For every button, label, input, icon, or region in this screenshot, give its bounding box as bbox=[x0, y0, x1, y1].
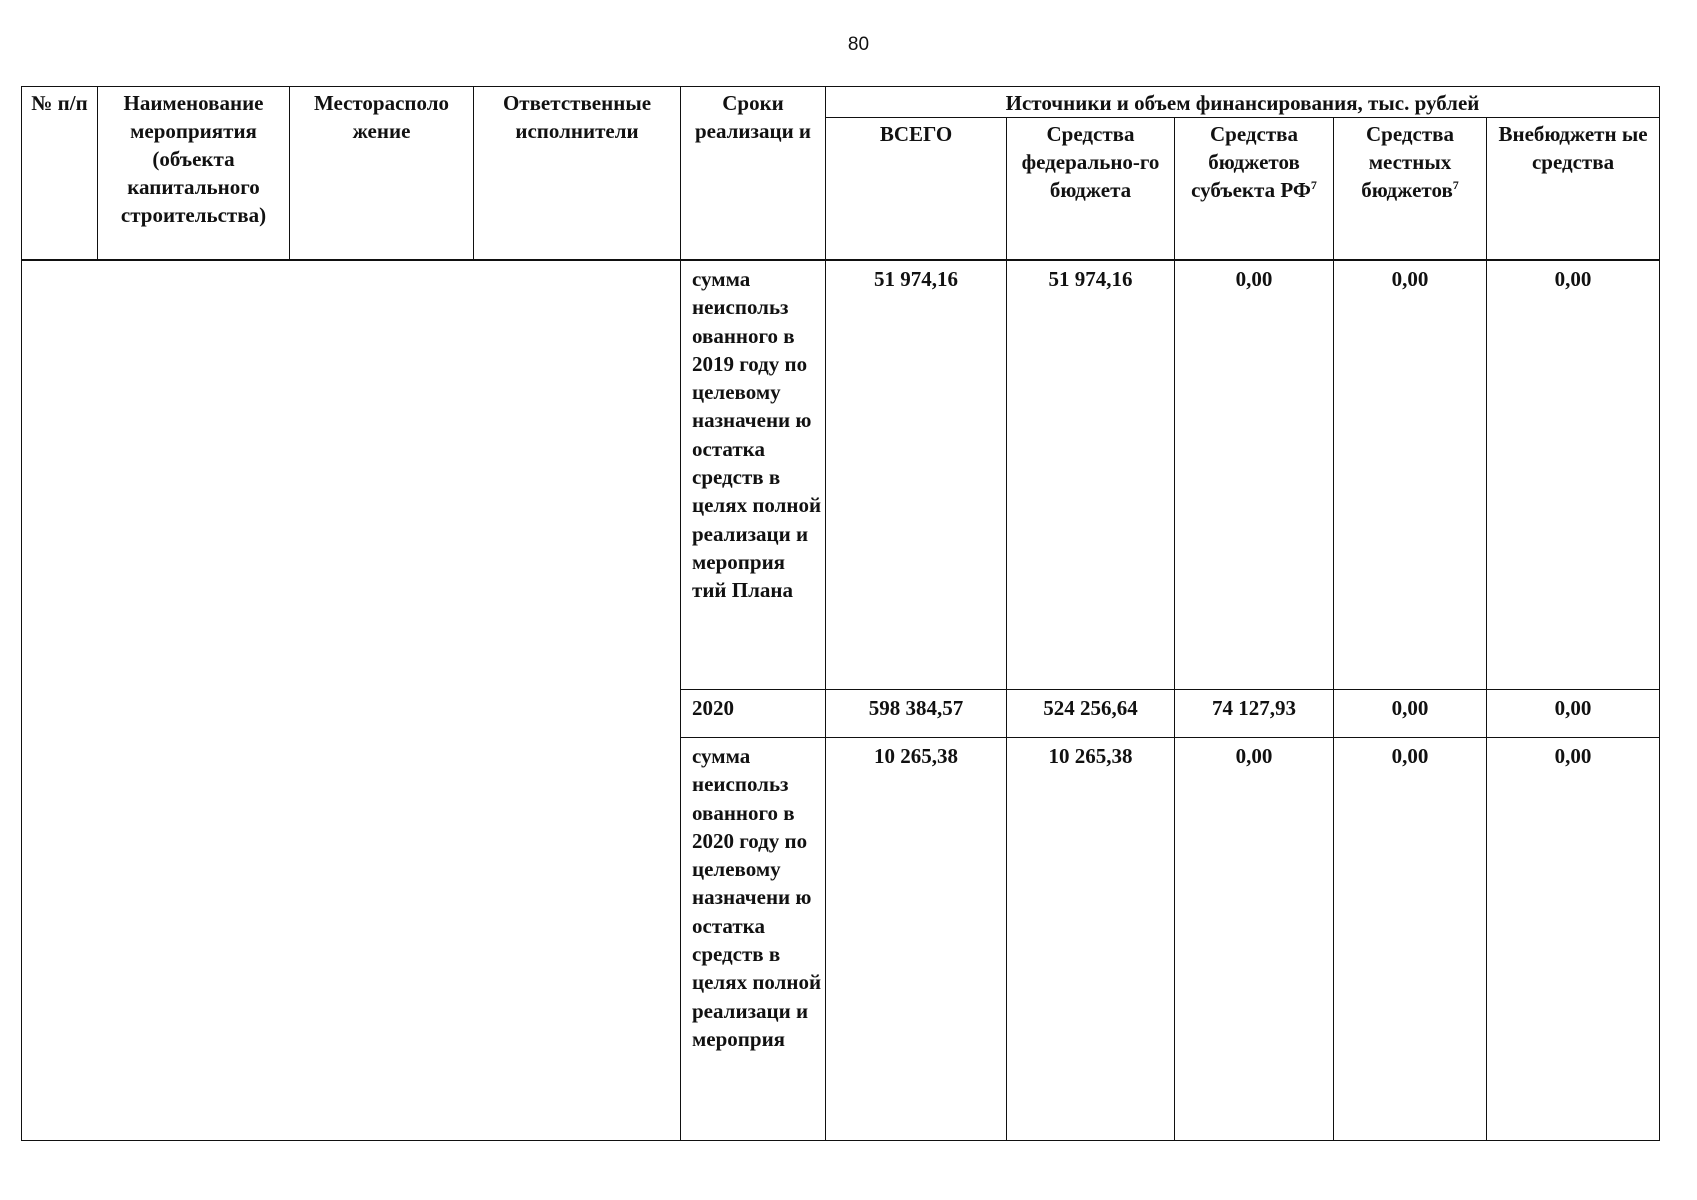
total-cell: 51 974,16 bbox=[826, 260, 1007, 690]
local-cell: 0,00 bbox=[1334, 738, 1487, 1141]
local-cell: 0,00 bbox=[1334, 260, 1487, 690]
financing-table bbox=[21, 86, 1660, 1141]
header-subject-label: Средства бюджетов субъекта РФ bbox=[1191, 122, 1311, 202]
subject-cell: 0,00 bbox=[1175, 738, 1334, 1141]
header-subject bbox=[1175, 118, 1334, 261]
header-location: Месторасполо жение bbox=[290, 87, 474, 261]
federal-cell: 10 265,38 bbox=[1007, 738, 1175, 1141]
table-header bbox=[22, 87, 1660, 261]
header-name: Наименование мероприятия (объекта капитального строительства) bbox=[98, 87, 290, 261]
federal-cell: 51 974,16 bbox=[1007, 260, 1175, 690]
footnote-marker: 7 bbox=[1452, 178, 1459, 192]
table-row bbox=[22, 260, 1660, 690]
header-responsible: Ответственные исполнители bbox=[474, 87, 681, 261]
header-no: № п/п bbox=[22, 87, 98, 261]
header-extrabudget: Внебюджетн ые средства bbox=[1487, 118, 1660, 261]
merged-blank-cell bbox=[22, 260, 681, 1141]
page-number: 80 bbox=[847, 34, 870, 55]
header-financing-group: Источники и объем финансирования, тыс. рублей bbox=[826, 87, 1660, 118]
subject-cell: 74 127,93 bbox=[1175, 690, 1334, 738]
total-cell: 10 265,38 bbox=[826, 738, 1007, 1141]
term-cell: 2020 bbox=[681, 690, 826, 738]
local-cell: 0,00 bbox=[1334, 690, 1487, 738]
term-cell: сумма неиспольз ованного в 2019 году по целевому назначени ю остатка средств в целях полной реализаци и мероприя тий Плана bbox=[681, 260, 826, 690]
extrabudget-cell: 0,00 bbox=[1487, 260, 1660, 690]
header-terms: Сроки реализаци и bbox=[681, 87, 826, 261]
federal-cell: 524 256,64 bbox=[1007, 690, 1175, 738]
table-body bbox=[22, 260, 1660, 1141]
header-total: ВСЕГО bbox=[826, 118, 1007, 261]
footnote-marker: 7 bbox=[1310, 178, 1317, 192]
header-local-label: Средства местных бюджетов bbox=[1361, 122, 1454, 202]
total-cell: 598 384,57 bbox=[826, 690, 1007, 738]
extrabudget-cell: 0,00 bbox=[1487, 690, 1660, 738]
term-cell: сумма неиспольз ованного в 2020 году по целевому назначени ю остатка средств в целях полной реализаци и мероприя bbox=[681, 738, 826, 1141]
subject-cell: 0,00 bbox=[1175, 260, 1334, 690]
header-local bbox=[1334, 118, 1487, 261]
header-federal: Средства федерально-го бюджета bbox=[1007, 118, 1175, 261]
extrabudget-cell: 0,00 bbox=[1487, 738, 1660, 1141]
